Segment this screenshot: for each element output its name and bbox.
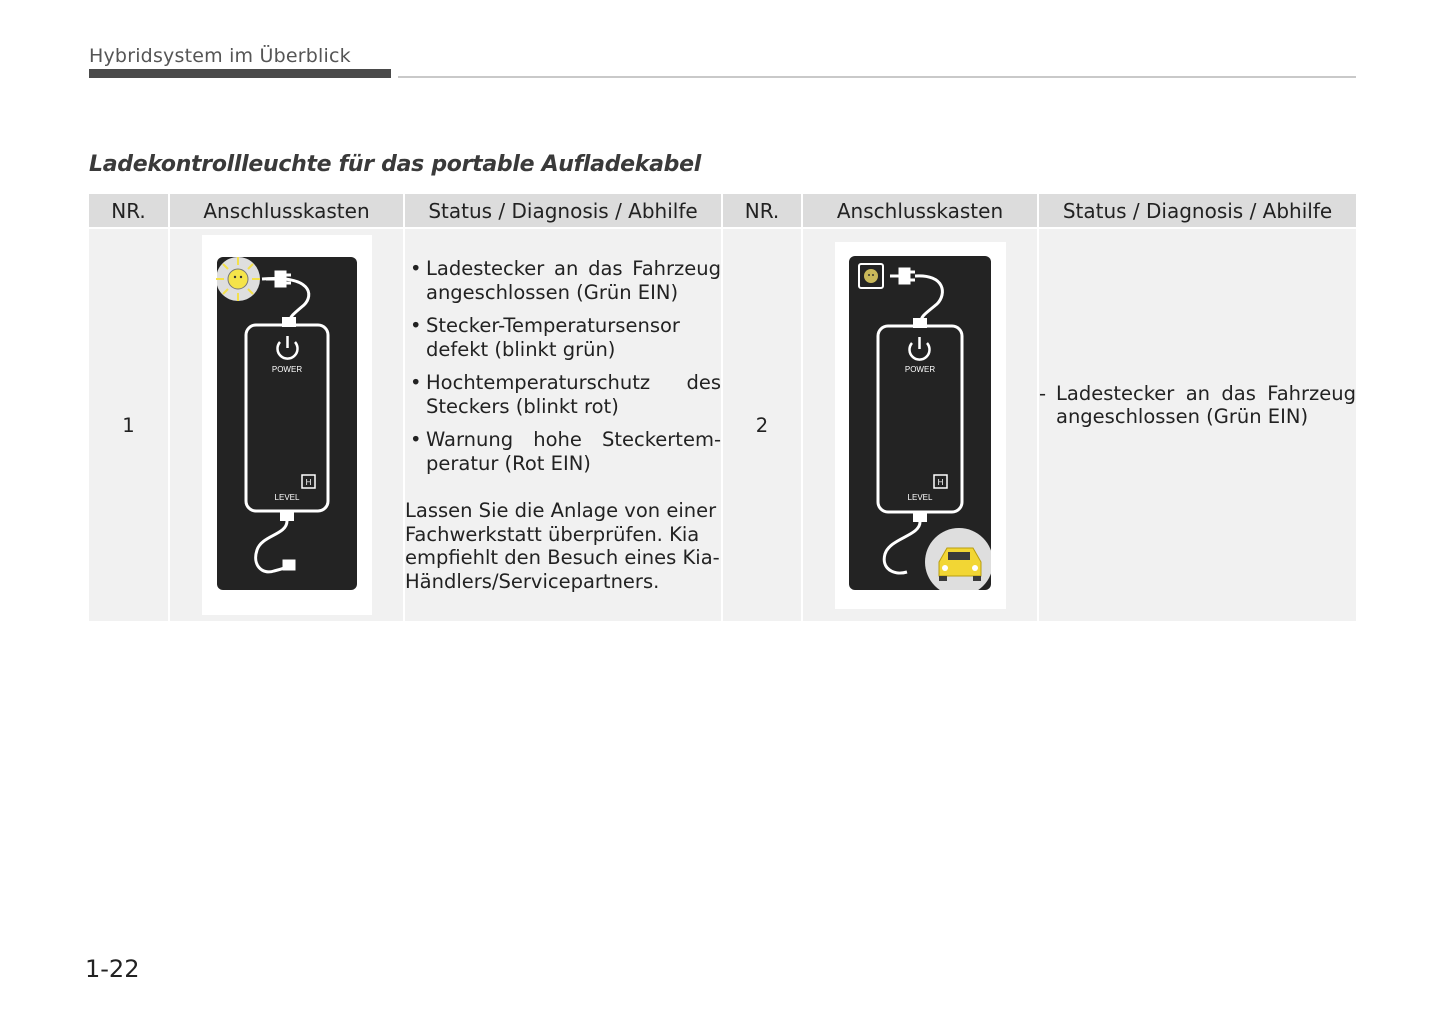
col-header-status: Status / Diagnosis / Abhilfe	[1038, 194, 1356, 228]
control-box-illustration-2	[802, 228, 1038, 621]
status-list-1	[405, 257, 721, 475]
list-item: • Hochtemperaturschutz des Steckers (blinkt rot)	[410, 371, 721, 418]
section-title: Ladekontrollleuchte für das portable Aufladekabel	[89, 152, 701, 177]
power-label: POWER	[904, 364, 935, 374]
charging-box-image-2	[835, 242, 1006, 604]
car-icon	[925, 528, 993, 596]
header-rule-dark	[89, 69, 391, 78]
page-number: 1-22	[85, 955, 140, 983]
service-note: Lassen Sie die Anlage von einer Fachwerkstatt überprüfen. Kia empfiehlt den Besuch eines Kia-Händlers/Servicepartners.	[405, 499, 720, 593]
charging-box-image-1	[202, 235, 372, 610]
col-header-anschlusskasten: Anschlusskasten	[169, 194, 404, 228]
status-cell-2	[1038, 228, 1356, 621]
level-badge: H	[305, 478, 311, 487]
indicator-table	[89, 194, 1356, 621]
col-header-status: Status / Diagnosis / Abhilfe	[404, 194, 722, 228]
indicator-light-icon	[216, 257, 260, 301]
list-item: • Warnung hohe Steckertemperatur (Rot EIN)	[410, 428, 721, 475]
control-box-figure	[202, 235, 372, 615]
header-rule-light	[398, 76, 1356, 78]
table-row	[89, 228, 1356, 621]
running-header: Hybridsystem im Überblick	[89, 45, 351, 67]
level-label: LEVEL	[907, 492, 932, 502]
status-cell-1	[404, 228, 722, 621]
col-header-anschlusskasten: Anschlusskasten	[802, 194, 1038, 228]
level-badge: H	[937, 477, 943, 487]
table-header-row	[89, 194, 1356, 228]
list-item: • Ladestecker an das Fahrzeug angeschlossen (Grün EIN)	[410, 257, 721, 304]
list-item: - Ladestecker an das Fahrzeug angeschlossen (Grün EIN)	[1039, 381, 1356, 428]
col-header-nr: NR.	[722, 194, 802, 228]
power-label: POWER	[271, 365, 302, 374]
level-label: LEVEL	[274, 493, 299, 502]
control-box-figure	[835, 242, 1006, 609]
list-item: • Stecker-Temperatursensor defekt (blinkt grün)	[410, 314, 680, 361]
control-box-illustration-1	[169, 228, 404, 621]
col-header-nr: NR.	[89, 194, 169, 228]
row-number-2: 2	[722, 228, 802, 621]
row-number-1: 1	[89, 228, 169, 621]
